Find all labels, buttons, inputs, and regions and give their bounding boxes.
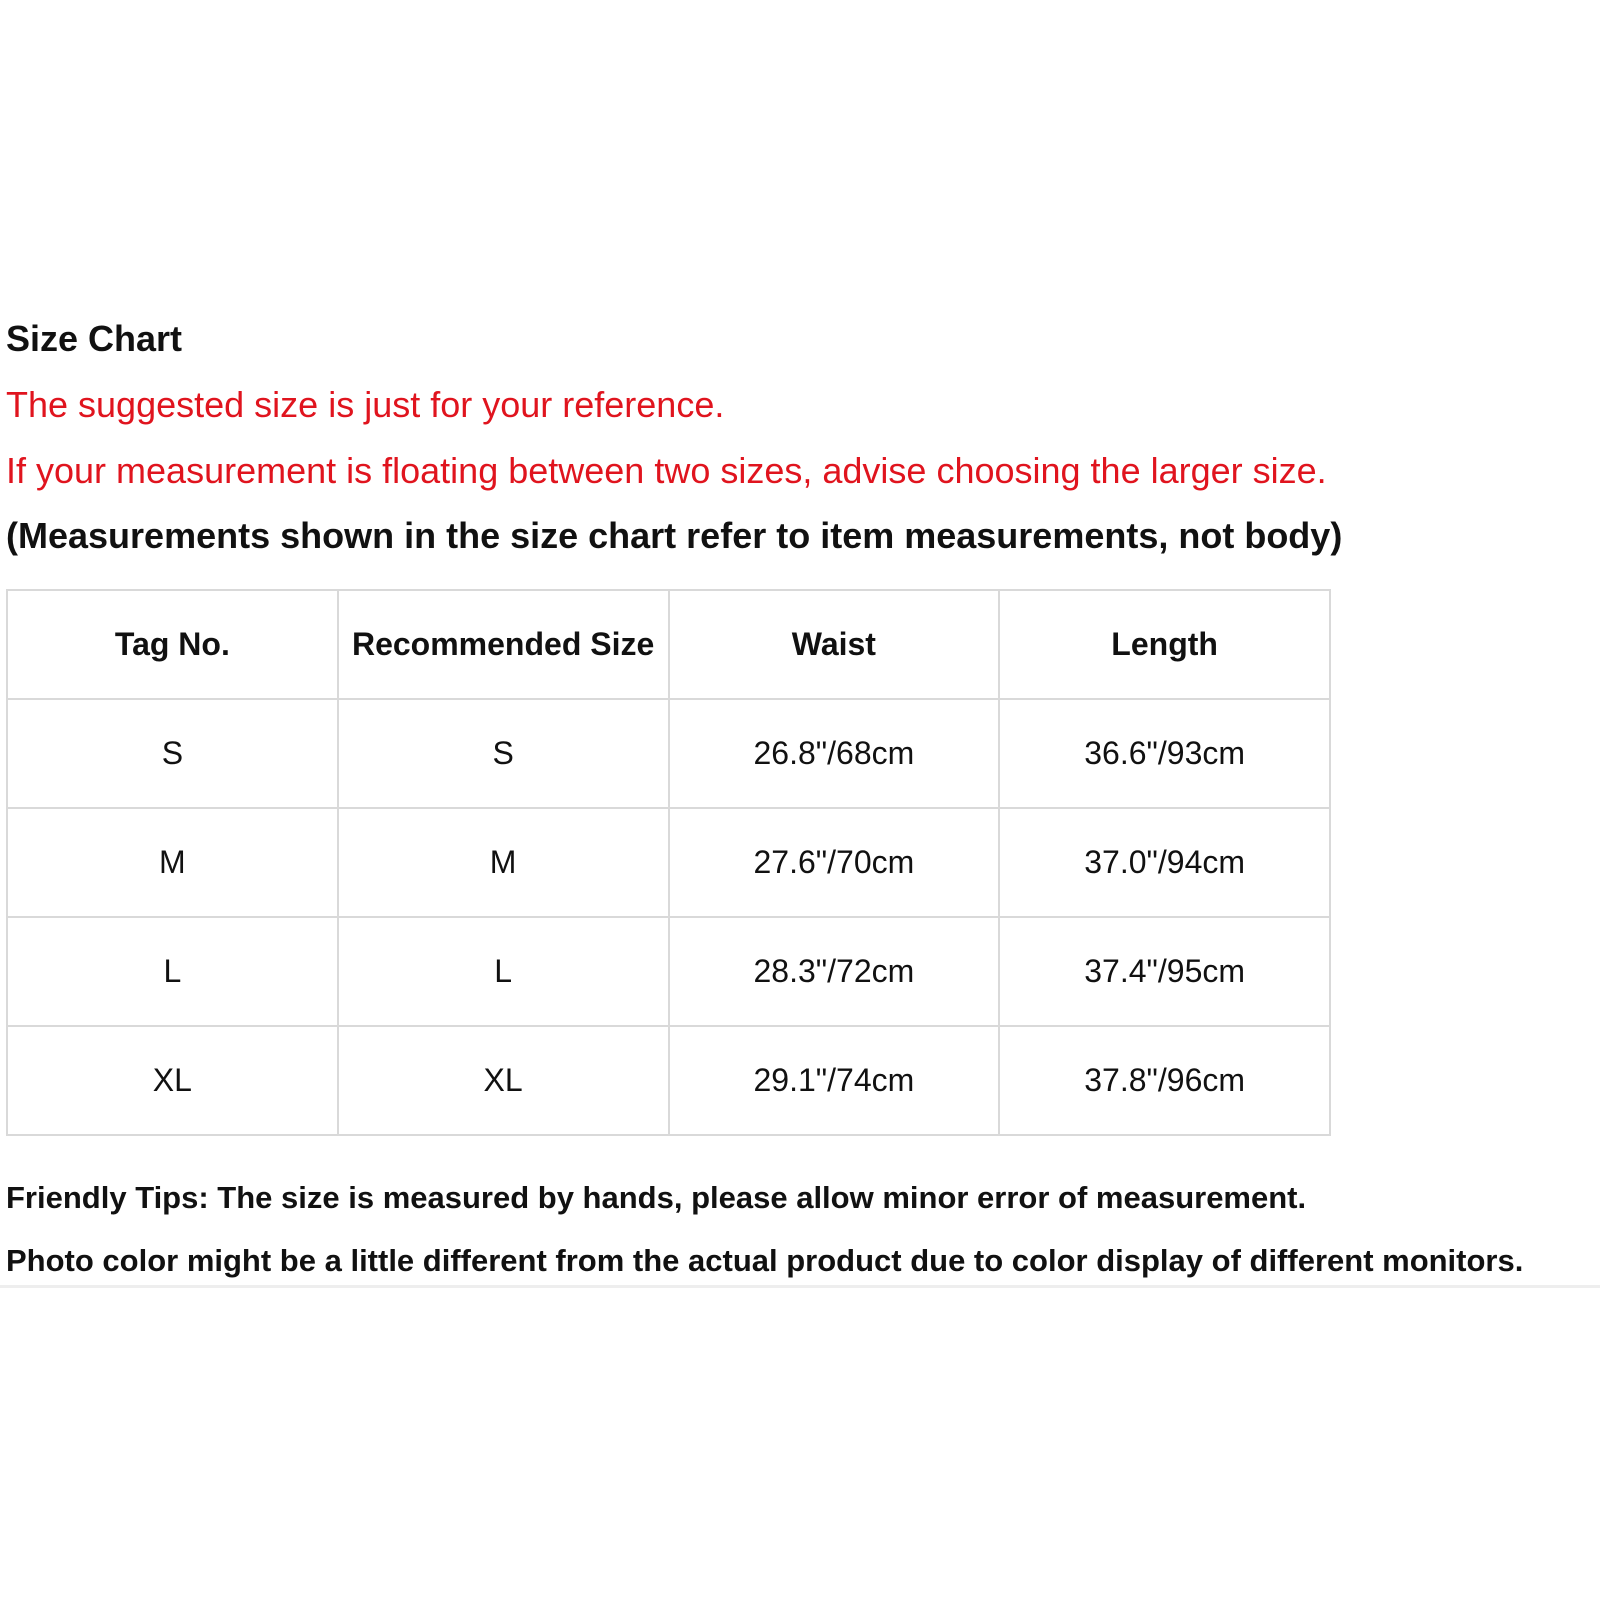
cell-tag-no: L bbox=[7, 917, 338, 1026]
color-disclaimer: Photo color might be a little different from the actual product due to color display of different monitors. bbox=[6, 1243, 1524, 1278]
table-row bbox=[7, 917, 1330, 1026]
measurement-disclaimer: (Measurements shown in the size chart refer to item measurements, not body) bbox=[6, 515, 1343, 556]
table-header-row bbox=[7, 590, 1330, 699]
cell-length: 37.4"/95cm bbox=[999, 917, 1330, 1026]
bottom-divider bbox=[0, 1285, 1600, 1288]
header-length: Length bbox=[999, 590, 1330, 699]
friendly-tip: Friendly Tips: The size is measured by hands, please allow minor error of measurement. bbox=[6, 1180, 1307, 1215]
cell-waist: 27.6"/70cm bbox=[669, 808, 1000, 917]
header-tag-no: Tag No. bbox=[7, 590, 338, 699]
cell-tag-no: XL bbox=[7, 1026, 338, 1135]
header-recommended-size: Recommended Size bbox=[338, 590, 669, 699]
cell-length: 37.8"/96cm bbox=[999, 1026, 1330, 1135]
size-table bbox=[6, 589, 1331, 1136]
cell-waist: 29.1"/74cm bbox=[669, 1026, 1000, 1135]
table-row bbox=[7, 699, 1330, 808]
sizing-advice-note: If your measurement is floating between two sizes, advise choosing the larger size. bbox=[6, 450, 1327, 491]
page-title: Size Chart bbox=[6, 318, 183, 359]
cell-length: 37.0"/94cm bbox=[999, 808, 1330, 917]
cell-recommended-size: S bbox=[338, 699, 669, 808]
cell-waist: 26.8"/68cm bbox=[669, 699, 1000, 808]
reference-note: The suggested size is just for your reference. bbox=[6, 384, 725, 425]
cell-tag-no: S bbox=[7, 699, 338, 808]
table-row bbox=[7, 808, 1330, 917]
cell-recommended-size: XL bbox=[338, 1026, 669, 1135]
cell-tag-no: M bbox=[7, 808, 338, 917]
cell-length: 36.6"/93cm bbox=[999, 699, 1330, 808]
header-waist: Waist bbox=[669, 590, 1000, 699]
cell-recommended-size: L bbox=[338, 917, 669, 1026]
cell-waist: 28.3"/72cm bbox=[669, 917, 1000, 1026]
table-row bbox=[7, 1026, 1330, 1135]
size-table-container bbox=[6, 589, 1331, 1136]
cell-recommended-size: M bbox=[338, 808, 669, 917]
